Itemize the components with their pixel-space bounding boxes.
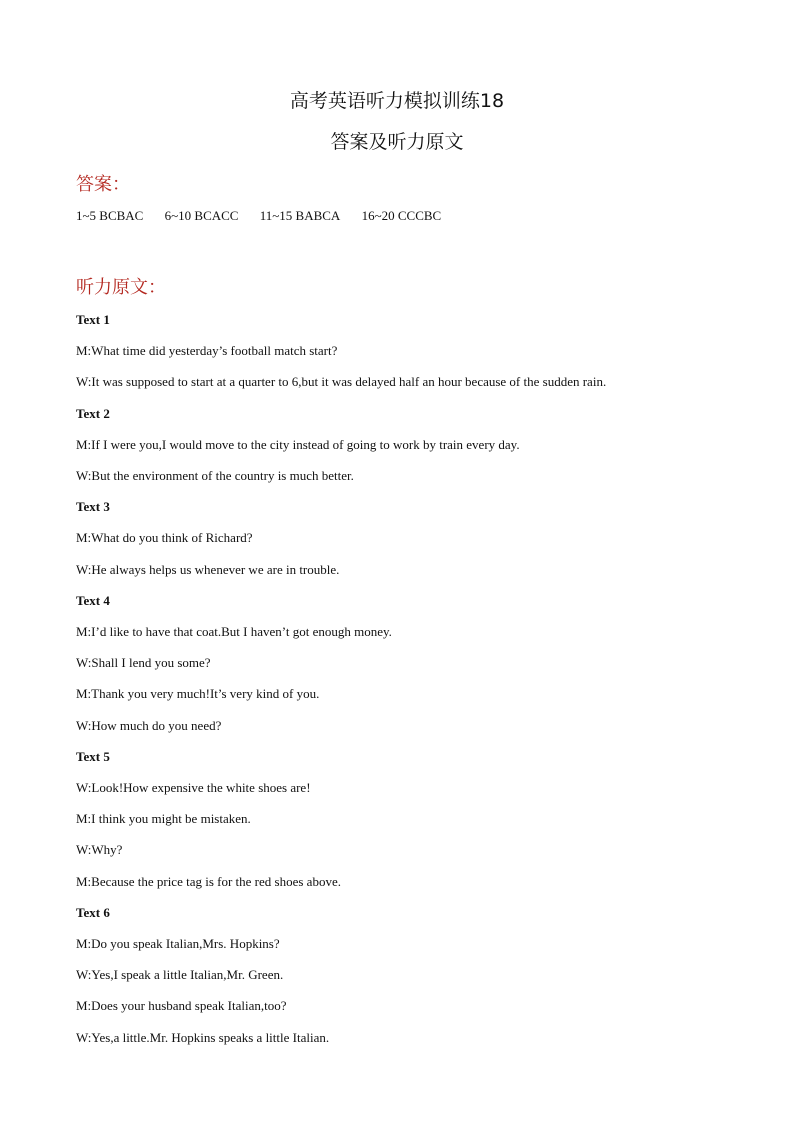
text-label: Text 6 bbox=[76, 905, 110, 920]
dialogue-line: M:What time did yesterday’s football match start? bbox=[76, 343, 338, 358]
text-label: Text 3 bbox=[76, 499, 110, 514]
text-label: Text 2 bbox=[76, 406, 110, 421]
document-title: 高考英语听力模拟训练18 bbox=[289, 90, 505, 112]
text-label: Text 1 bbox=[76, 312, 110, 327]
answer-group-1: 1~5 BCBAC bbox=[76, 208, 144, 223]
dialogue-line: W:But the environment of the country is much better. bbox=[76, 468, 354, 483]
dialogue-line: M:I think you might be mistaken. bbox=[76, 811, 251, 826]
dialogue-line: M:I’d like to have that coat.But I haven’t got enough money. bbox=[76, 624, 392, 639]
text-label: Text 4 bbox=[76, 593, 110, 608]
dialogue-line: M:What do you think of Richard? bbox=[76, 530, 253, 545]
dialogue-line: W:Yes,a little.Mr. Hopkins speaks a little Italian. bbox=[76, 1030, 330, 1045]
text-label: Text 5 bbox=[76, 749, 110, 764]
dialogue-line: M:Thank you very much!It’s very kind of you. bbox=[76, 686, 320, 701]
dialogue-line: M:If I were you,I would move to the city instead of going to work by train every day. bbox=[76, 437, 520, 452]
dialogue-line: W:He always helps us whenever we are in trouble. bbox=[76, 562, 340, 577]
dialogue-line: M:Because the price tag is for the red shoes above. bbox=[76, 874, 341, 889]
dialogue-line: M:Does your husband speak Italian,too? bbox=[76, 998, 287, 1013]
answers-heading: 答案： bbox=[76, 174, 130, 195]
dialogue-line: M:Do you speak Italian,Mrs. Hopkins? bbox=[76, 936, 280, 951]
dialogue-line: W:Look!How expensive the white shoes are! bbox=[76, 780, 311, 795]
transcript-heading: 听力原文： bbox=[76, 277, 166, 298]
document-subtitle: 答案及听力原文 bbox=[330, 131, 464, 153]
dialogue-line: W:How much do you need? bbox=[76, 718, 222, 733]
dialogue-line: W:Yes,I speak a little Italian,Mr. Green. bbox=[76, 967, 284, 982]
dialogue-line: W:It was supposed to start at a quarter to 6,but it was delayed half an hour because of the sudden rain. bbox=[76, 374, 607, 389]
answer-key bbox=[76, 208, 459, 224]
dialogue-line: W:Shall I lend you some? bbox=[76, 655, 211, 670]
dialogue-line: W:Why? bbox=[76, 842, 123, 857]
answer-group-3: 11~15 BABCA bbox=[259, 208, 341, 223]
answer-group-4: 16~20 CCCBC bbox=[361, 208, 442, 223]
answer-group-2: 6~10 BCACC bbox=[164, 208, 239, 223]
